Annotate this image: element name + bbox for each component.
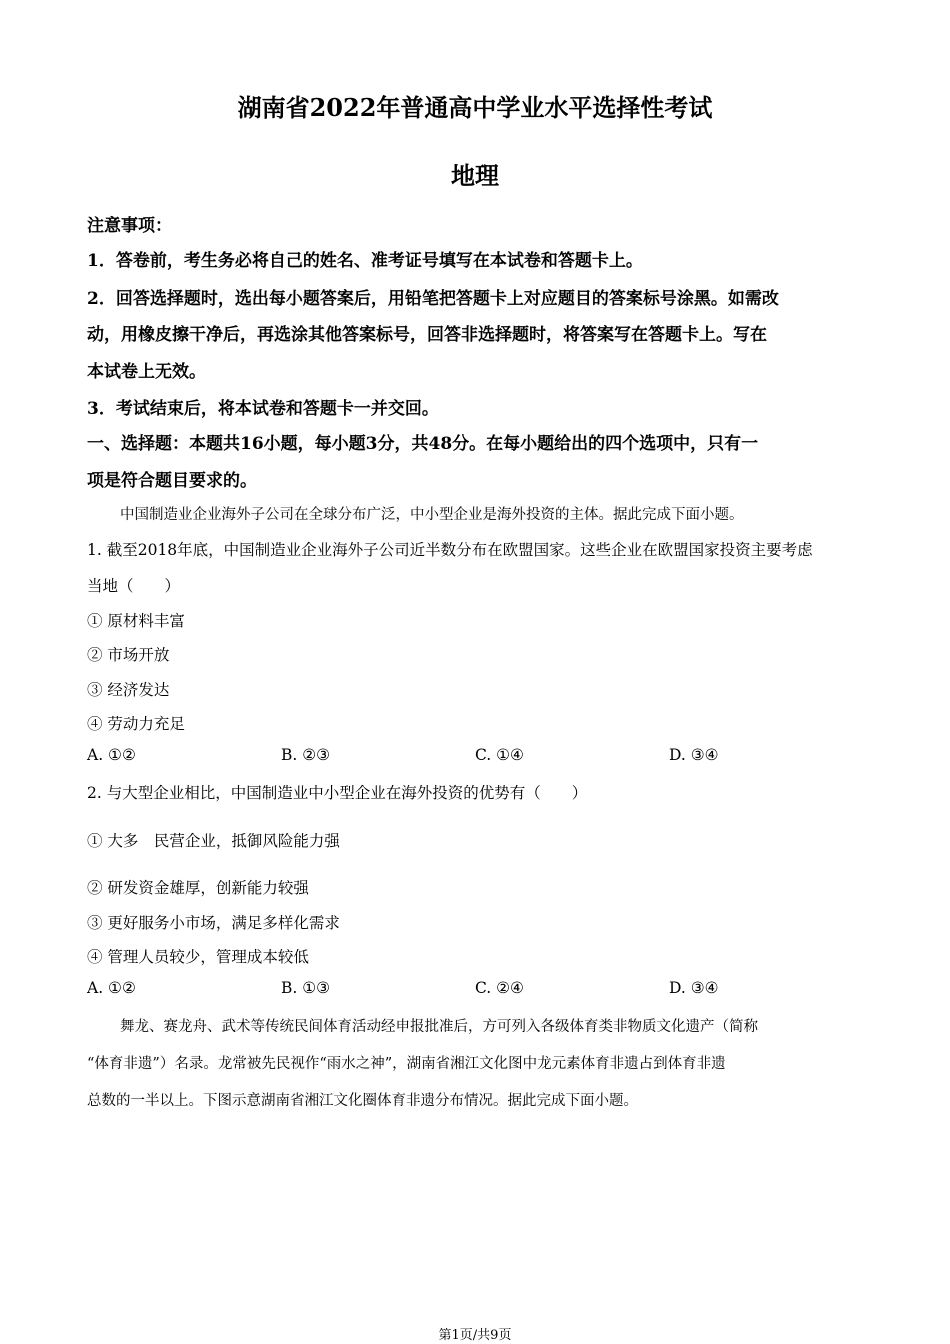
group2-intro-line-1: 舞龙、赛龙舟、武术等传统民间体育活动经申报批准后，方可列入各级体育类非物质文化遗产（简称 xyxy=(120,1019,758,1035)
notice-item-2-line-1: 2．回答选择题时，选出每小题答案后，用铅笔把答题卡上对应题目的答案标号涂黑。如需改 xyxy=(87,289,779,309)
q2-choice-d: D. ③④ xyxy=(669,979,719,997)
q2-choice-b: B. ①③ xyxy=(281,979,331,997)
q1-item-1: ① 原材料丰富 xyxy=(87,612,185,630)
q2-item-3: ③ 更好服务小市场，满足多样化需求 xyxy=(87,914,340,932)
q1-choice-d: D. ③④ xyxy=(669,746,719,764)
subject-title: 地理 xyxy=(451,161,499,190)
page-footer: 第1页/共9页 xyxy=(438,1328,512,1343)
group1-intro: 中国制造业企业海外子公司在全球分布广泛，中小型企业是海外投资的主体。据此完成下面小题。 xyxy=(120,507,744,523)
q1-item-3: ③ 经济发达 xyxy=(87,681,170,699)
q2-item-1: ① 大多 民营企业，抵御风险能力强 xyxy=(87,832,340,850)
q1-choice-b: B. ②③ xyxy=(281,746,331,764)
q1-item-2: ② 市场开放 xyxy=(87,646,170,664)
notice-heading: 注意事项： xyxy=(87,216,172,236)
q1-stem-line-2: 当地（ ） xyxy=(87,577,181,595)
q1-stem-line-1: 1. 截至2018年底，中国制造业企业海外子公司近半数分布在欧盟国家。这些企业在欧盟国家投资主要考虑 xyxy=(87,541,813,559)
q2-item-4: ④ 管理人员较少，管理成本较低 xyxy=(87,948,309,966)
q2-choice-a: A. ①② xyxy=(87,979,136,997)
q2-stem: 2. 与大型企业相比，中国制造业中小型企业在海外投资的优势有（ ） xyxy=(87,784,588,802)
exam-title: 湖南省2022年普通高中学业水平选择性考试 xyxy=(237,93,713,122)
notice-item-2-line-2: 动，用橡皮擦干净后，再选涂其他答案标号，回答非选择题时，将答案写在答题卡上。写在 xyxy=(87,325,767,345)
q2-item-2: ② 研发资金雄厚，创新能力较强 xyxy=(87,879,309,897)
group2-intro-line-2: “体育非遗”）名录。龙常被先民视作“雨水之神”，湖南省湘江文化图中龙元素体育非遗占到体育非遗 xyxy=(87,1056,726,1072)
notice-item-1: 1．答卷前，考生务必将自己的姓名、准考证号填写在本试卷和答题卡上。 xyxy=(87,251,643,271)
q1-choice-c: C. ①④ xyxy=(475,746,524,764)
notice-item-2-line-3: 本试卷上无效。 xyxy=(87,362,206,382)
q2-choice-c: C. ②④ xyxy=(475,979,524,997)
q1-item-4: ④ 劳动力充足 xyxy=(87,715,185,733)
group2-intro-line-3: 总数的一半以上。下图示意湖南省湘江文化圈体育非遗分布情况。据此完成下面小题。 xyxy=(87,1093,638,1109)
q1-choice-a: A. ①② xyxy=(87,746,136,764)
section-heading-line-1: 一、选择题：本题共16小题，每小题3分，共48分。在每小题给出的四个选项中，只有一 xyxy=(87,434,759,454)
notice-item-3: 3．考试结束后，将本试卷和答题卡一并交回。 xyxy=(87,399,439,419)
section-heading-line-2: 项是符合题目要求的。 xyxy=(87,471,257,491)
